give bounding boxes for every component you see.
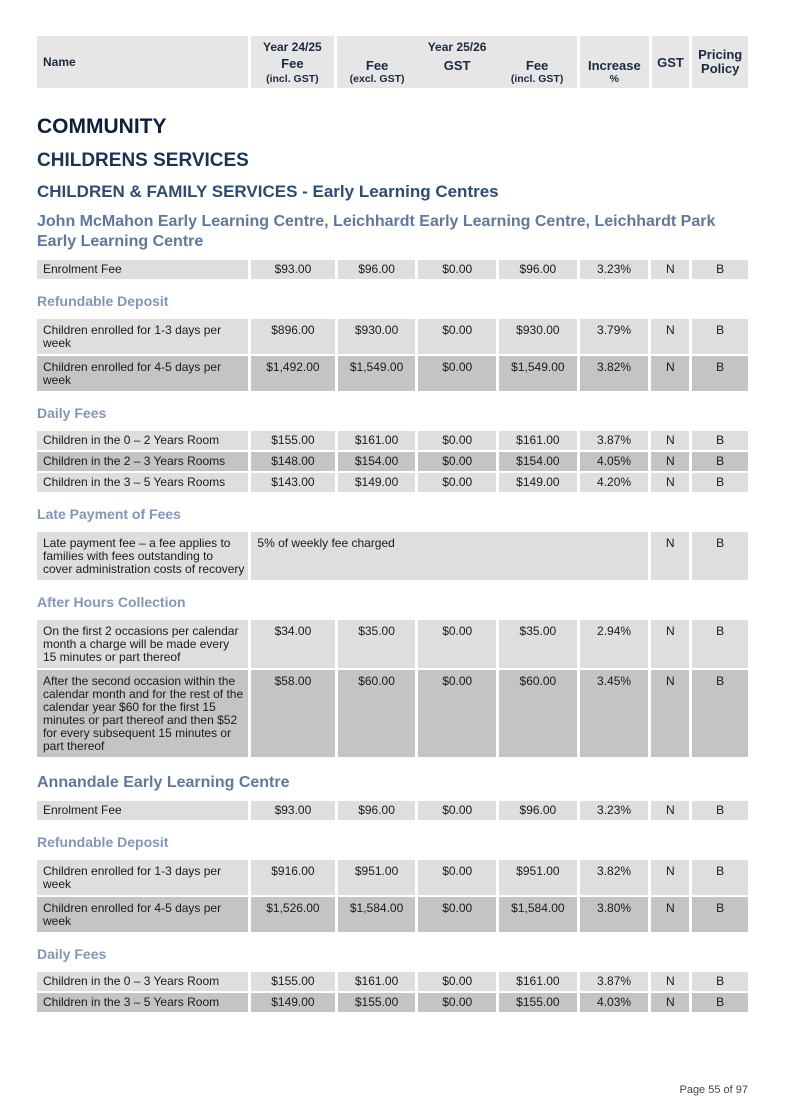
heading-childrens-services: CHILDRENS SERVICES — [37, 150, 249, 171]
gst-flag: N — [651, 319, 689, 354]
table-row — [37, 670, 748, 757]
header-name: Name — [37, 36, 248, 88]
fee-gst: $0.00 — [418, 972, 496, 991]
heading-daily-fees-2: Daily Fees — [37, 946, 107, 962]
increase: 3.82% — [580, 860, 649, 895]
g2-daily-rows — [37, 972, 748, 1012]
fee-prev-incl: $155.00 — [251, 972, 335, 991]
g2-enrol-rows — [37, 801, 748, 820]
late-payment-name: Late payment fee – a fee applies to families with fees outstanding to cover administration costs of recovery — [37, 532, 248, 580]
table-row — [37, 993, 748, 1012]
g1-daily-rows — [37, 431, 748, 492]
gst-flag: N — [651, 670, 689, 757]
fee-gst: $0.00 — [418, 993, 496, 1012]
late-payment-text: 5% of weekly fee charged — [251, 532, 648, 580]
increase: 3.45% — [580, 670, 649, 757]
gst-flag: N — [651, 260, 689, 279]
fee-excl: $35.00 — [338, 620, 416, 668]
fee-excl: $1,584.00 — [338, 897, 416, 932]
fee-excl: $149.00 — [338, 473, 416, 492]
fee-excl: $951.00 — [338, 860, 416, 895]
fee-prev-incl: $143.00 — [251, 473, 335, 492]
fee-gst: $0.00 — [418, 319, 496, 354]
heading-after-hours: After Hours Collection — [37, 594, 186, 610]
heading-centre-group-1: John McMahon Early Learning Centre, Leichhardt Early Learning Centre, Leichhardt Park Early Learning Centre — [37, 213, 716, 250]
heading-centre-group-2: Annandale Early Learning Centre — [37, 774, 290, 791]
pricing-policy: B — [692, 431, 748, 450]
fee-incl: $149.00 — [499, 473, 577, 492]
gst-flag: N — [651, 993, 689, 1012]
fee-prev-incl: $916.00 — [251, 860, 335, 895]
pricing-policy: B — [692, 897, 748, 932]
table-row — [37, 452, 748, 471]
table-row — [37, 801, 748, 820]
gst-flag: N — [651, 452, 689, 471]
fee-prev-incl: $1,526.00 — [251, 897, 335, 932]
pricing-policy: B — [692, 993, 748, 1012]
fee-incl: $96.00 — [499, 260, 577, 279]
g1-enrol-rows — [37, 260, 748, 279]
fee-incl: $35.00 — [499, 620, 577, 668]
fee-incl: $1,549.00 — [499, 356, 577, 391]
fee-prev-incl: $896.00 — [251, 319, 335, 354]
fee-excl: $161.00 — [338, 972, 416, 991]
fee-excl: $96.00 — [338, 260, 416, 279]
heading-community: COMMUNITY — [37, 115, 167, 138]
fee-prev-incl: $149.00 — [251, 993, 335, 1012]
heading-late-payment: Late Payment of Fees — [37, 506, 181, 522]
gst-flag: N — [651, 431, 689, 450]
gst-flag: N — [651, 801, 689, 820]
fees-document — [37, 36, 748, 1014]
late-payment-row — [37, 532, 748, 580]
fee-gst: $0.00 — [418, 620, 496, 668]
header-pricing-policy: Pricing Policy — [692, 36, 748, 88]
fee-prev-incl: $34.00 — [251, 620, 335, 668]
table-row — [37, 897, 748, 932]
fee-gst: $0.00 — [418, 473, 496, 492]
pricing-policy: B — [692, 319, 748, 354]
late-payment-gst: N — [651, 532, 689, 580]
fee-prev-incl: $1,492.00 — [251, 356, 335, 391]
table-header — [37, 36, 748, 88]
gst-flag: N — [651, 860, 689, 895]
fee-prev-incl: $155.00 — [251, 431, 335, 450]
fee-name: Children in the 0 – 2 Years Room — [37, 431, 248, 450]
fee-gst: $0.00 — [418, 431, 496, 450]
pricing-policy: B — [692, 356, 748, 391]
header-fee-incl: Fee (incl. GST) — [510, 58, 564, 85]
fee-name: On the first 2 occasions per calendar month a charge will be made every 15 minutes or part thereof — [37, 620, 248, 668]
fee-excl: $60.00 — [338, 670, 416, 757]
fee-name: Children in the 0 – 3 Years Room — [37, 972, 248, 991]
table-row — [37, 356, 748, 391]
fee-name: Children enrolled for 1-3 days per week — [37, 860, 248, 895]
fee-incl: $951.00 — [499, 860, 577, 895]
heading-daily-fees-1: Daily Fees — [37, 405, 107, 421]
increase: 3.82% — [580, 356, 649, 391]
fee-gst: $0.00 — [418, 670, 496, 757]
fee-name: Children in the 2 – 3 Years Rooms — [37, 452, 248, 471]
g2-deposit-rows — [37, 860, 748, 932]
fee-prev-incl: $93.00 — [251, 260, 335, 279]
table-row — [37, 260, 748, 279]
fee-gst: $0.00 — [418, 860, 496, 895]
page-number: Page 55 of 97 — [679, 1084, 748, 1096]
fee-name: Children enrolled for 4-5 days per week — [37, 897, 248, 932]
fee-name: Children in the 3 – 5 Years Rooms — [37, 473, 248, 492]
table-row — [37, 473, 748, 492]
fee-prev-incl: $93.00 — [251, 801, 335, 820]
header-gst: GST — [443, 58, 471, 73]
fee-excl: $161.00 — [338, 431, 416, 450]
fee-incl: $161.00 — [499, 431, 577, 450]
fee-excl: $154.00 — [338, 452, 416, 471]
increase: 3.87% — [580, 431, 649, 450]
fee-name: Enrolment Fee — [37, 260, 248, 279]
fee-name: Children enrolled for 1-3 days per week — [37, 319, 248, 354]
table-row — [37, 319, 748, 354]
gst-flag: N — [651, 620, 689, 668]
table-row — [37, 860, 748, 895]
heading-early-learning-centres: CHILDREN & FAMILY SERVICES - Early Learning Centres — [37, 182, 499, 201]
fee-incl: $96.00 — [499, 801, 577, 820]
pricing-policy: B — [692, 473, 748, 492]
fee-gst: $0.00 — [418, 452, 496, 471]
fee-incl: $930.00 — [499, 319, 577, 354]
increase: 2.94% — [580, 620, 649, 668]
heading-refundable-deposit-2: Refundable Deposit — [37, 834, 169, 850]
fee-excl: $930.00 — [338, 319, 416, 354]
heading-refundable-deposit-1: Refundable Deposit — [37, 293, 169, 309]
header-gst-flag: GST — [652, 36, 690, 88]
fee-excl: $155.00 — [338, 993, 416, 1012]
increase: 4.05% — [580, 452, 649, 471]
pricing-policy: B — [692, 972, 748, 991]
header-year-next-group: Year 25/26 Fee (excl. GST) GST Fee (incl. GST) — [337, 36, 577, 88]
fee-incl: $154.00 — [499, 452, 577, 471]
fee-gst: $0.00 — [418, 801, 496, 820]
fee-excl: $1,549.00 — [338, 356, 416, 391]
g1-after-rows — [37, 620, 748, 757]
increase: 3.80% — [580, 897, 649, 932]
increase: 4.03% — [580, 993, 649, 1012]
gst-flag: N — [651, 356, 689, 391]
increase: 4.20% — [580, 473, 649, 492]
pricing-policy: B — [692, 452, 748, 471]
pricing-policy: B — [692, 620, 748, 668]
fee-name: Children in the 3 – 5 Years Room — [37, 993, 248, 1012]
fee-incl: $161.00 — [499, 972, 577, 991]
header-year-prev: Year 24/25 Fee (incl. GST) — [251, 36, 334, 88]
fee-incl: $1,584.00 — [499, 897, 577, 932]
fee-gst: $0.00 — [418, 356, 496, 391]
increase: 3.79% — [580, 319, 649, 354]
pricing-policy: B — [692, 260, 748, 279]
increase: 3.23% — [580, 801, 649, 820]
fee-prev-incl: $58.00 — [251, 670, 335, 757]
fee-gst: $0.00 — [418, 260, 496, 279]
fee-name: After the second occasion within the calendar month and for the rest of the calendar year $60 for the first 15 minutes or part thereof and then $52 for every subsequent 15 minutes or part thereof — [37, 670, 248, 757]
table-row — [37, 431, 748, 450]
header-increase: Increase % — [580, 36, 649, 88]
late-payment-policy: B — [692, 532, 748, 580]
pricing-policy: B — [692, 670, 748, 757]
table-row — [37, 620, 748, 668]
fee-incl: $60.00 — [499, 670, 577, 757]
fee-incl: $155.00 — [499, 993, 577, 1012]
gst-flag: N — [651, 473, 689, 492]
fee-name: Enrolment Fee — [37, 801, 248, 820]
gst-flag: N — [651, 972, 689, 991]
g1-deposit-rows — [37, 319, 748, 391]
fee-name: Children enrolled for 4-5 days per week — [37, 356, 248, 391]
pricing-policy: B — [692, 801, 748, 820]
header-fee-excl: Fee (excl. GST) — [349, 58, 405, 85]
pricing-policy: B — [692, 860, 748, 895]
increase: 3.23% — [580, 260, 649, 279]
fee-prev-incl: $148.00 — [251, 452, 335, 471]
gst-flag: N — [651, 897, 689, 932]
fee-excl: $96.00 — [338, 801, 416, 820]
fee-gst: $0.00 — [418, 897, 496, 932]
increase: 3.87% — [580, 972, 649, 991]
table-row — [37, 972, 748, 991]
